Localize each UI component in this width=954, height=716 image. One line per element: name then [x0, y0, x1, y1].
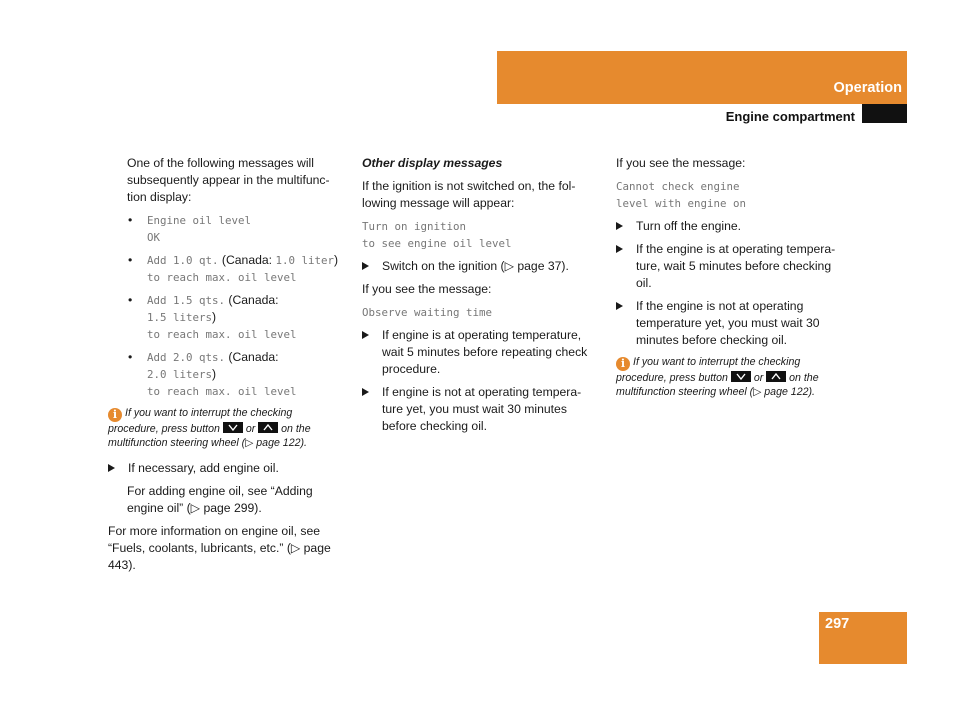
instruction-step — [616, 218, 846, 235]
column-3 — [616, 155, 846, 409]
display-message: Engine oil level — [147, 214, 252, 227]
page-number: 297 — [825, 616, 850, 632]
arrow-icon — [108, 464, 115, 472]
scroll-up-button-icon — [766, 371, 786, 382]
step-text: If necessary, add engine oil. — [128, 461, 279, 475]
info-icon: i — [108, 408, 122, 422]
display-message: Add 2.0 qts. — [147, 351, 226, 364]
bullet-icon: • — [128, 213, 133, 227]
step-text: If engine is not at operating tempera-ture yet, you must wait 30 minutes before checking oil. — [382, 385, 582, 433]
scroll-down-button-icon — [223, 422, 243, 433]
step-text: Switch on the ignition (▷ page 37). — [382, 259, 569, 273]
canada-label: (Canada: — [228, 350, 279, 364]
paren-close: ) — [212, 367, 217, 381]
step-text: If engine is at operating temperature, wait 5 minutes before repeating check procedure. — [382, 328, 588, 376]
instruction-step — [108, 460, 344, 477]
display-message: 1.0 liter — [275, 254, 334, 267]
instruction-step — [362, 327, 600, 378]
list-item — [108, 212, 344, 246]
canada-label: (Canada: — [228, 293, 279, 307]
instruction-step — [616, 241, 846, 292]
info-note — [616, 355, 846, 399]
display-message: to reach max. oil level — [147, 385, 297, 398]
display-message: Add 1.5 qts. — [147, 294, 226, 307]
column-2 — [362, 155, 600, 441]
arrow-icon — [616, 245, 623, 253]
display-message: Cannot check engine level with engine on — [616, 180, 747, 210]
scroll-up-button-icon — [258, 422, 278, 433]
subsection-marker — [862, 104, 907, 123]
if-message-text: If you see the message: — [362, 282, 492, 296]
instruction-step — [616, 298, 846, 349]
column-1 — [108, 155, 344, 580]
note-text: on the multifunction steering wheel (▷ page 122). — [108, 423, 311, 449]
arrow-icon — [362, 388, 369, 396]
display-message: Add 1.0 qt. — [147, 254, 219, 267]
canada-label: (Canada: — [221, 253, 273, 267]
step-text: Turn off the engine. — [636, 219, 742, 233]
display-message: OK — [147, 231, 161, 244]
arrow-icon — [616, 222, 623, 230]
paren-close: ) — [212, 310, 217, 324]
display-message: Turn on ignition to see engine oil level — [362, 220, 512, 250]
display-message: to reach max. oil level — [147, 271, 297, 284]
instruction-step — [362, 384, 600, 435]
instruction-step — [362, 258, 600, 275]
display-message: 1.5 liters — [147, 311, 213, 324]
info-note — [108, 406, 344, 450]
more-info-text: For more information on engine oil, see “Fuels, coolants, lubricants, etc.” (▷ page 443). — [108, 524, 331, 572]
info-icon: i — [616, 357, 630, 371]
if-message-text: If you see the message: — [616, 156, 746, 170]
arrow-icon — [362, 331, 369, 339]
note-text: on the multifunction steering wheel (▷ page 122). — [616, 372, 819, 398]
bullet-icon: • — [128, 350, 133, 364]
arrow-icon — [616, 302, 623, 310]
step-detail: For adding engine oil, see “Adding engine oil” (▷ page 299). — [127, 484, 313, 515]
note-text: or — [753, 372, 764, 384]
scroll-down-button-icon — [731, 371, 751, 382]
bullet-icon: • — [128, 253, 133, 267]
intro-text: One of the following messages will subsequently appear in the multifunc-tion display: — [127, 156, 330, 204]
note-text: If you want to interrupt the checking procedure, press button — [108, 407, 293, 435]
paren-close: ) — [333, 253, 339, 267]
subsection-title: Engine compartment — [725, 109, 855, 124]
section-title: Operation — [833, 80, 902, 96]
arrow-icon — [362, 262, 369, 270]
list-item — [108, 252, 344, 286]
note-text: If you want to interrupt the checking procedure, press button — [616, 356, 801, 384]
step-text: If the engine is not at operating temperature yet, you must wait 30 minutes before checking oil. — [636, 299, 820, 347]
display-message: to reach max. oil level — [147, 328, 297, 341]
display-message: 2.0 liters — [147, 368, 213, 381]
list-item — [108, 349, 344, 400]
step-text: If the engine is at operating tempera-ture, wait 5 minutes before checking oil. — [636, 242, 836, 290]
note-text: or — [245, 423, 256, 435]
display-message: Observe waiting time — [362, 306, 493, 319]
list-item — [108, 292, 344, 343]
section-heading: Other display messages — [362, 156, 503, 170]
bullet-icon: • — [128, 293, 133, 307]
intro-text: If the ignition is not switched on, the fol-lowing message will appear: — [362, 179, 576, 210]
